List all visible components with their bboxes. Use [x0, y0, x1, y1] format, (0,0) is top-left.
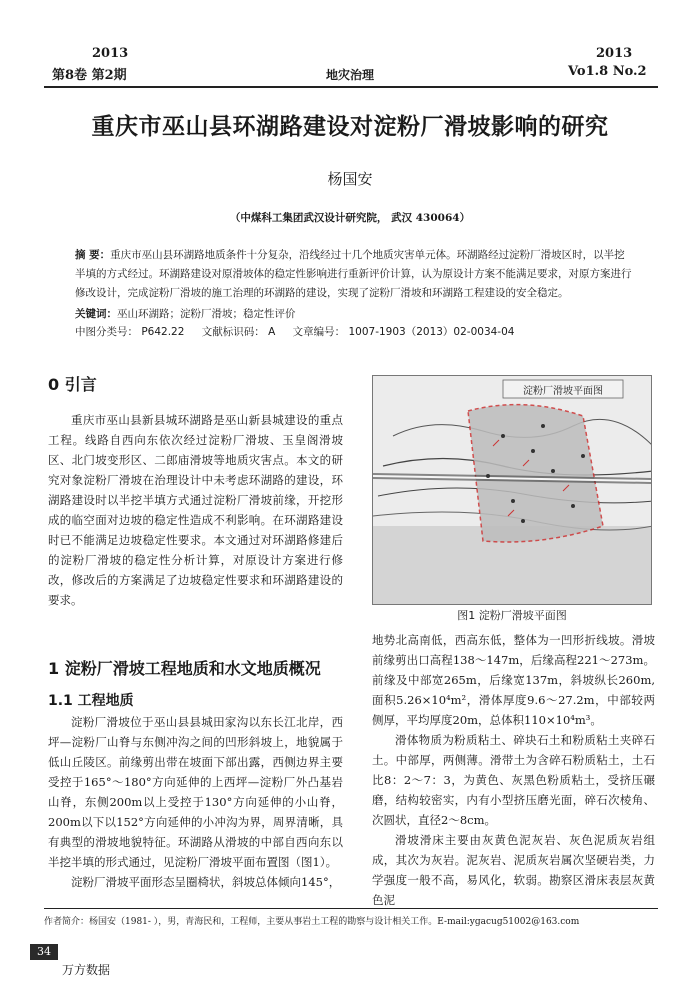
- doc-code: 文献标识码： A: [201, 326, 276, 338]
- figure-caption: 图1 淀粉厂滑坡平面图: [457, 609, 567, 622]
- article-number: 文章编号： 1007-1903（2013）02-0034-04: [292, 326, 515, 338]
- keywords: [75, 306, 635, 321]
- right-col-text-3: 滑坡滑床主要由灰黄色泥灰岩、灰色泥质灰岩组成，其次为灰岩。泥灰岩、泥质灰岩属次坚硬岩类，力学强度一般不高，易风化，软弱。勘察区滑床表层灰黄色泥: [372, 833, 655, 907]
- keywords-text: 巫山环湖路；淀粉厂滑坡；稳定性评价: [117, 308, 296, 320]
- landslide-map-drawing: [373, 376, 652, 605]
- page-number: 34: [30, 944, 58, 960]
- abstract-label: 摘 要：: [75, 249, 111, 261]
- section-1-heading: 1 淀粉厂滑坡工程地质和水文地质概况: [48, 659, 321, 678]
- classification: [75, 324, 635, 339]
- header-journal: 地灾治理: [325, 68, 374, 82]
- header-volume-en: Vo1.8 No.2: [568, 64, 647, 79]
- clc-number: 中图分类号： P642.22: [75, 326, 185, 338]
- section-0-text: 重庆市巫山县新县城环湖路是巫山新县城建设的重点工程。线路自西向东依次经过淀粉厂滑坡、玉皇阁滑坡区、北门坡变形区、二郎庙滑坡等地质灾害点。本文的研究对象淀粉厂滑坡在治理设计中未考虑环湖路的建设，环湖路建设时以半挖半填方式通过淀粉厂滑坡前缘，开挖形成的临空面对边坡的稳定性造成不利影响。在环湖路建设时已不能满足边坡稳定性要求。本文通过对环湖路修建后的淀粉厂滑坡的稳定性分析计算，对原设计方案进行修改，修改后的方案满足了边坡稳定性要求和环湖路建设的要求。: [48, 413, 343, 607]
- figure-inner-title: 淀粉厂滑坡平面图: [523, 386, 603, 397]
- header-year-right: 2013: [596, 46, 633, 61]
- paper-title: 重庆市巫山县环湖路建设对淀粉厂滑坡影响的研究: [91, 114, 609, 140]
- header-year-left: 2013: [92, 46, 129, 61]
- right-col-text-2: 滑体物质为粉质粘土、碎块石土和粉质粘土夹碎石土。中部厚，两侧薄。滑带土为含碎石粉质粘土，土石比8：2～7：3，为黄色、灰黑色粉质粘土，受挤压碾磨，结构较密实，内有小型挤压磨光面，碎石次棱角、次圆状，直径2～8cm。: [372, 733, 655, 827]
- watermark: 万方数据: [62, 963, 111, 977]
- author-name: 杨国安: [327, 170, 373, 188]
- affiliation: （中煤科工集团武汉设计研究院， 武汉 430064）: [229, 212, 471, 224]
- figure-landslide-plan: [372, 375, 652, 605]
- section-1-1-text: 淀粉厂滑坡位于巫山县县城田家沟以东长江北岸，西坪—淀粉厂山脊与东侧冲沟之间的凹形斜坡上，地貌属于低山丘陵区。前缘剪出带在坡面下部出露，西侧边界主要受控于165°～180°方向延伸的上西坪—淀粉厂外凸基岩山脊，东侧200m以上受控于130°方向延伸的小山脊，200m以下以152°方向延伸的小冲沟为界，周界清晰，具有典型的滑坡地貌特征。环湖路从滑坡的中部自西向东以半挖半填的形式通过，见淀粉厂滑坡平面布置图（图1）。: [48, 715, 343, 869]
- abstract: [75, 246, 635, 303]
- keywords-label: 关键词：: [75, 308, 117, 320]
- author-footnote: 作者简介：杨国安（1981- ），男，青海民和，工程师，主要从事岩土工程的勘察与设计相关工作。E-mail:ygacug51002@163.com: [44, 917, 580, 927]
- header-rule: [44, 86, 658, 88]
- footnote-rule: [44, 908, 658, 909]
- section-0-heading: 0 引言: [48, 375, 97, 394]
- abstract-text: 重庆市巫山县环湖路地质条件十分复杂，沿线经过十几个地质灾害单元体。环湖路经过淀粉厂滑坡区时，以半挖半填的方式经过。环湖路建设对原滑坡体的稳定性影响进行重新评价计算，认为原设计方案不能满足要求，对原方案进行修改设计，完成淀粉厂滑坡的施工治理的环湖路的建设，实现了淀粉厂滑坡和环湖路工程建设的安全稳定。: [75, 249, 632, 299]
- right-col-text-1: 地势北高南低，西高东低，整体为一凹形折线坡。滑坡前缘剪出口高程138～147m，后缘高程221～273m。前缘及中部宽265m，后缘宽137m，斜坡纵长260m,面积5.26×10⁴m²，滑体厚度9.6～27.2m，中部较两侧厚，平均厚度20m，总体积110×10⁴m³。: [372, 633, 655, 727]
- section-1-1-text-2: 淀粉厂滑坡平面形态呈圈椅状，斜坡总体倾向145°，: [71, 875, 341, 889]
- header-volume: 第8卷 第2期: [52, 68, 127, 83]
- section-1-1-heading: 1.1 工程地质: [48, 693, 134, 709]
